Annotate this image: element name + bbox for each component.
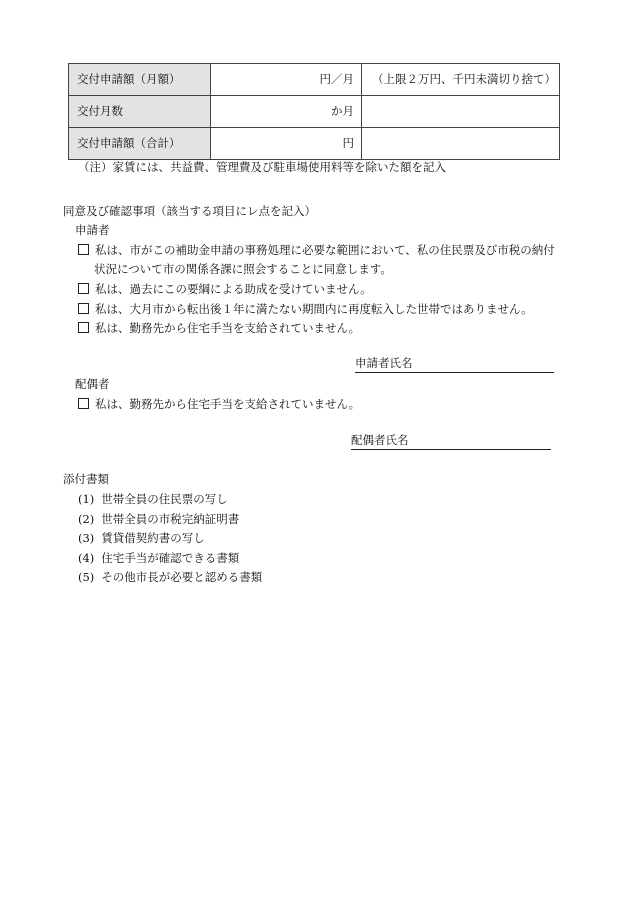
row-note: （上限２万円、千円未満切り捨て）: [362, 64, 560, 96]
attachment-item: [78, 553, 239, 565]
attachment-text: 住宅手当が確認できる書類: [101, 551, 240, 565]
unit-label: 円: [342, 135, 354, 150]
attachment-item: [78, 533, 205, 545]
attachment-item: [78, 514, 239, 526]
table-row: [69, 128, 560, 160]
row-note: [362, 96, 560, 128]
consent-text: 私は、大月市から転出後１年に満たない期間内に再度転入した世帯ではありません。: [95, 302, 533, 316]
consent-checkbox[interactable]: [78, 244, 89, 255]
consent-checkbox[interactable]: [78, 398, 89, 409]
consent-item: [78, 283, 372, 296]
applicant-name-field[interactable]: [355, 358, 554, 373]
unit-label: か月: [331, 103, 354, 118]
row-label: 交付月数: [69, 96, 211, 128]
attachment-text: 世帯全員の市税完納証明書: [101, 512, 240, 526]
applicant-heading: 申請者: [75, 223, 110, 237]
consent-item: [78, 244, 555, 257]
table-row: [69, 64, 560, 96]
consent-checkbox[interactable]: [78, 283, 89, 294]
attachments-heading: 添付書類: [63, 472, 109, 486]
attachment-number: (1): [78, 492, 95, 506]
table-footnote: （注）家賃には、共益費、管理費及び駐車場使用料等を除いた額を記入: [78, 160, 446, 174]
spouse-name-field[interactable]: [351, 435, 551, 450]
consent-item: [78, 322, 360, 335]
attachment-number: (2): [78, 512, 95, 526]
amount-field[interactable]: [211, 64, 362, 96]
attachment-text: 賃貸借契約書の写し: [101, 531, 205, 545]
application-amount-table: [68, 63, 560, 160]
total-field[interactable]: [211, 128, 362, 160]
attachment-number: (4): [78, 551, 95, 565]
attachment-text: その他市長が必要と認める書類: [101, 570, 263, 584]
consent-checkbox[interactable]: [78, 303, 89, 314]
consent-item: [78, 398, 360, 411]
attachment-number: (5): [78, 570, 95, 584]
attachment-item: [78, 572, 262, 584]
attachment-item: [78, 494, 228, 506]
row-label: 交付申請額（合計）: [69, 128, 211, 160]
consent-text: 私は、勤務先から住宅手当を支給されていません。: [95, 321, 361, 335]
table-row: [69, 96, 560, 128]
row-note: [362, 128, 560, 160]
consent-text: 私は、市がこの補助金申請の事務処理に必要な範囲において、私の住民票及び市税の納付: [95, 243, 555, 257]
consent-text: 私は、勤務先から住宅手当を支給されていません。: [95, 397, 361, 411]
consent-heading: 同意及び確認事項（該当する項目にレ点を記入）: [63, 204, 316, 218]
unit-label: 円／月: [319, 71, 354, 86]
signature-label: 申請者氏名: [355, 356, 413, 370]
consent-checkbox[interactable]: [78, 322, 89, 333]
attachment-number: (3): [78, 531, 95, 545]
signature-label: 配偶者氏名: [351, 433, 409, 447]
consent-text: 私は、過去にこの要綱による助成を受けていません。: [95, 282, 372, 296]
consent-item-continued: 状況について市の関係各課に照会することに同意します。: [94, 262, 392, 276]
spouse-heading: 配偶者: [75, 377, 110, 391]
row-label: 交付申請額（月額）: [69, 64, 211, 96]
attachment-text: 世帯全員の住民票の写し: [101, 492, 228, 506]
months-field[interactable]: [211, 96, 362, 128]
consent-item: [78, 303, 533, 316]
